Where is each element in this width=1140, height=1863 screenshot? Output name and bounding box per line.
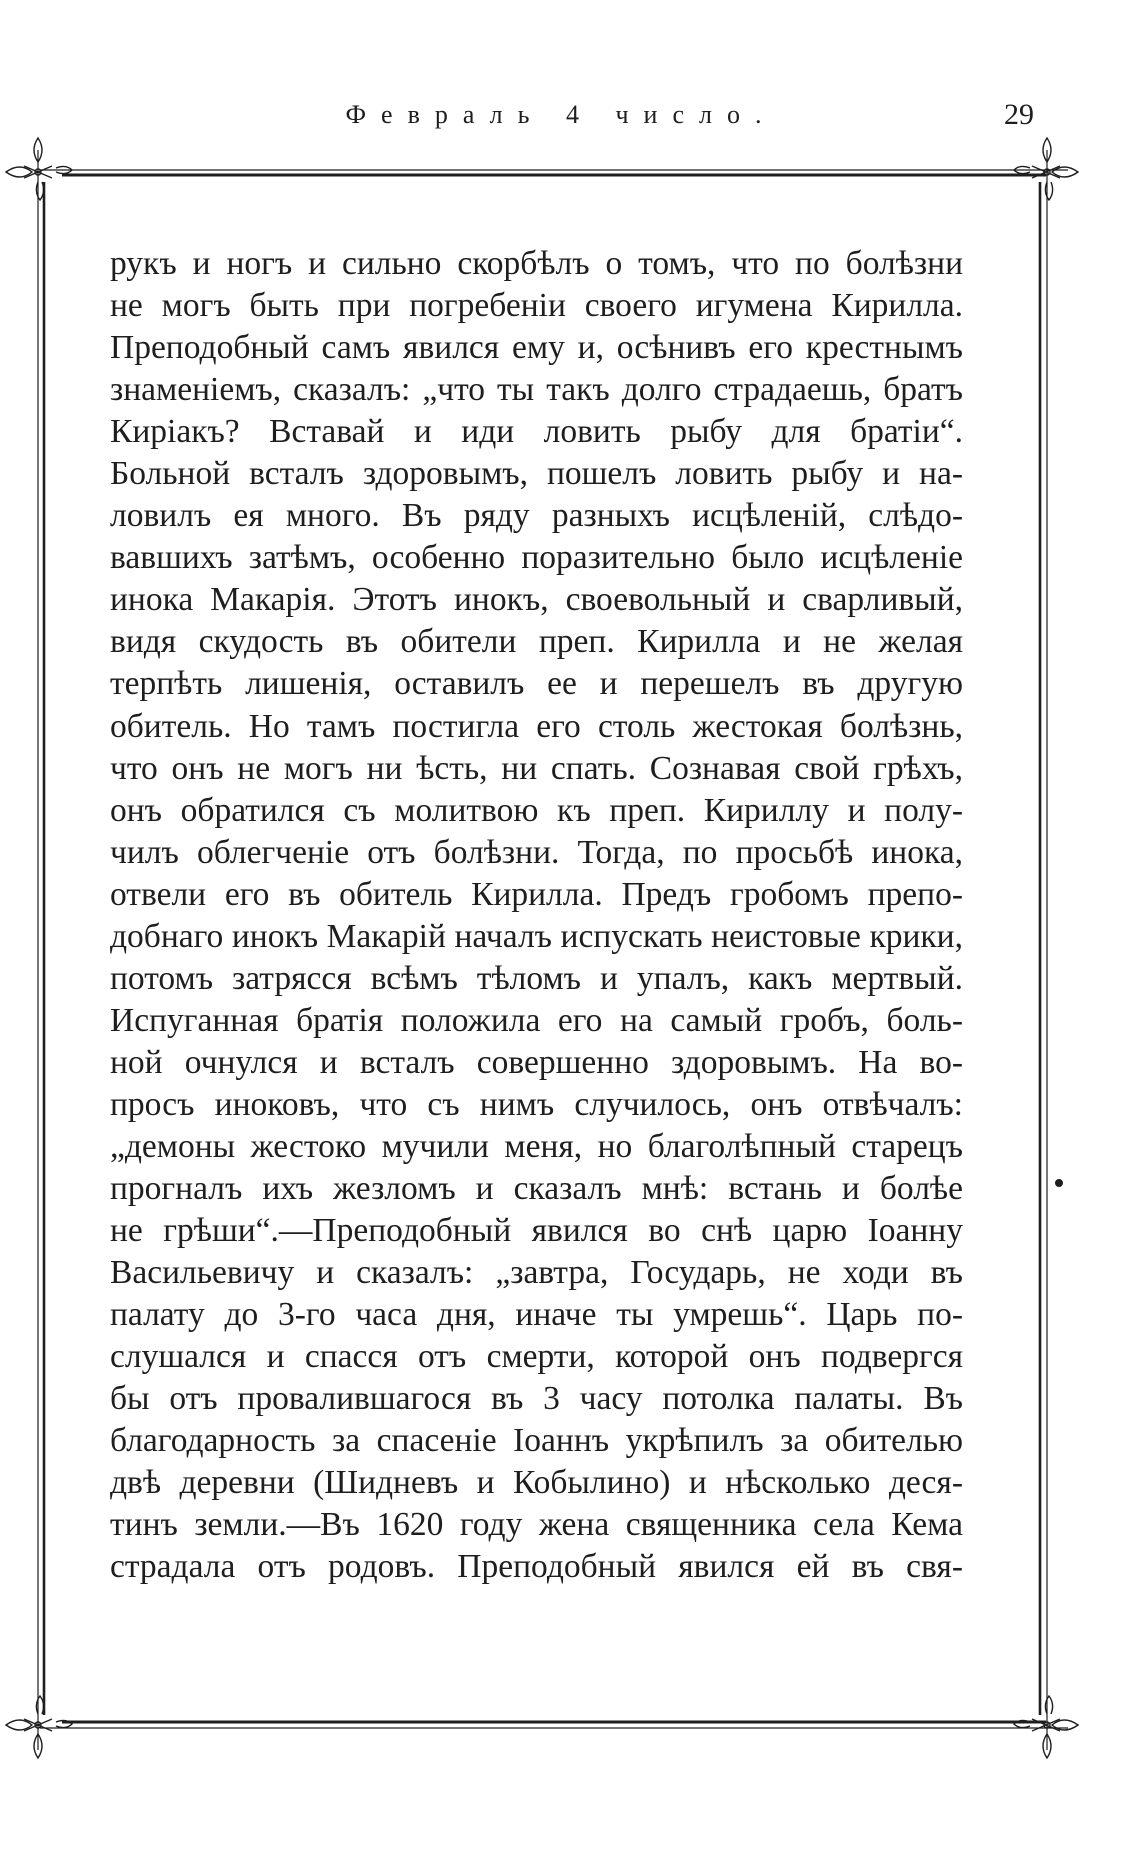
running-head-title: Февраль 4 число. <box>345 100 777 129</box>
text-line: тинъ земли.—Въ 1620 году жена священника села Кема <box>110 1506 963 1544</box>
page-number: 29 <box>1004 98 1034 131</box>
main-text <box>110 243 963 1589</box>
text-line: слушался и спасся отъ смерти, которой онъ подвергся <box>110 1338 963 1376</box>
corner-ornament-bottom-right <box>1014 1696 1078 1758</box>
text-line: добнаго инокъ Макарій началъ испускать неистовые крики, <box>110 917 963 955</box>
text-line: просъ иноковъ, что съ нимъ случилось, онъ отвѣчалъ: <box>110 1085 963 1123</box>
text-line: ловилъ ея много. Въ ряду разныхъ исцѣленій, слѣдо- <box>110 497 963 535</box>
text-line: Киріакъ? Вставай и иди ловить рыбу для братіи“. <box>110 413 963 451</box>
text-line: отвели его въ обитель Кирилла. Предъ гробомъ препо- <box>110 875 963 913</box>
text-line: инока Макарія. Этотъ инокъ, своевольный и сварливый, <box>110 581 963 619</box>
text-line: двѣ деревни (Шидневъ и Кобылино) и нѣсколько деся- <box>110 1464 963 1502</box>
text-line: палату до 3-го часа дня, иначе ты умрешь“. Царь по- <box>110 1296 963 1334</box>
text-line: „демоны жестоко мучили меня, но благолѣпный старецъ <box>110 1127 963 1165</box>
text-line: знаменіемъ, сказалъ: „что ты такъ долго страдаешь, братъ <box>110 371 963 409</box>
text-line: Испуганная братія положила его на самый гробъ, боль- <box>110 1001 963 1039</box>
text-line: прогналъ ихъ жезломъ и сказалъ мнѣ: встань и болѣе <box>110 1170 963 1208</box>
text-line: видя скудость въ обители преп. Кирилла и не желая <box>110 623 963 661</box>
text-line: потомъ затрясся всѣмъ тѣломъ и упалъ, какъ мертвый. <box>110 959 963 997</box>
corner-ornament-top-right <box>1014 138 1078 200</box>
text-line: терпѣть лишенія, оставилъ ее и перешелъ въ другую <box>110 665 963 703</box>
text-line: ной очнулся и всталъ совершенно здоровымъ. На во- <box>110 1043 963 1081</box>
text-line: Больной всталъ здоровымъ, пошелъ ловить рыбу и на- <box>110 455 963 493</box>
text-line: обитель. Но тамъ постигла его столь жестокая болѣзнь, <box>110 707 963 745</box>
text-line: что онъ не могъ ни ѣсть, ни спать. Сознавая свой грѣхъ, <box>110 749 963 787</box>
text-line: вавшихъ затѣмъ, особенно поразительно было исцѣленіе <box>110 539 963 577</box>
text-line: чилъ облегченіе отъ болѣзни. Тогда, по просьбѣ инока, <box>110 833 963 871</box>
ink-speck <box>1055 1179 1063 1187</box>
corner-ornament-top-left <box>6 138 72 200</box>
text-line: благодарность за спасеніе Іоаннъ укрѣпилъ за обителью <box>110 1422 963 1460</box>
text-line: Преподобный самъ явился ему и, осѣнивъ его крестнымъ <box>110 329 963 367</box>
text-line: не грѣши“.—Преподобный явился во снѣ царю Іоанну <box>110 1212 963 1250</box>
text-line: рукъ и ногъ и сильно скорбѣлъ о томъ, что по болѣзни <box>110 245 963 282</box>
text-line: онъ обратился съ молитвою къ преп. Кириллу и полу- <box>110 791 963 829</box>
text-line: Васильевичу и сказалъ: „завтра, Государь, не ходи въ <box>110 1254 963 1292</box>
text-line: страдала отъ родовъ. Преподобный явился ей въ свя- <box>110 1548 963 1586</box>
text-line: не могъ быть при погребеніи своего игумена Кирилла. <box>110 287 963 325</box>
text-line: бы отъ провалившагося въ 3 часу потолка палаты. Въ <box>110 1380 963 1418</box>
corner-ornament-bottom-left <box>6 1696 72 1758</box>
